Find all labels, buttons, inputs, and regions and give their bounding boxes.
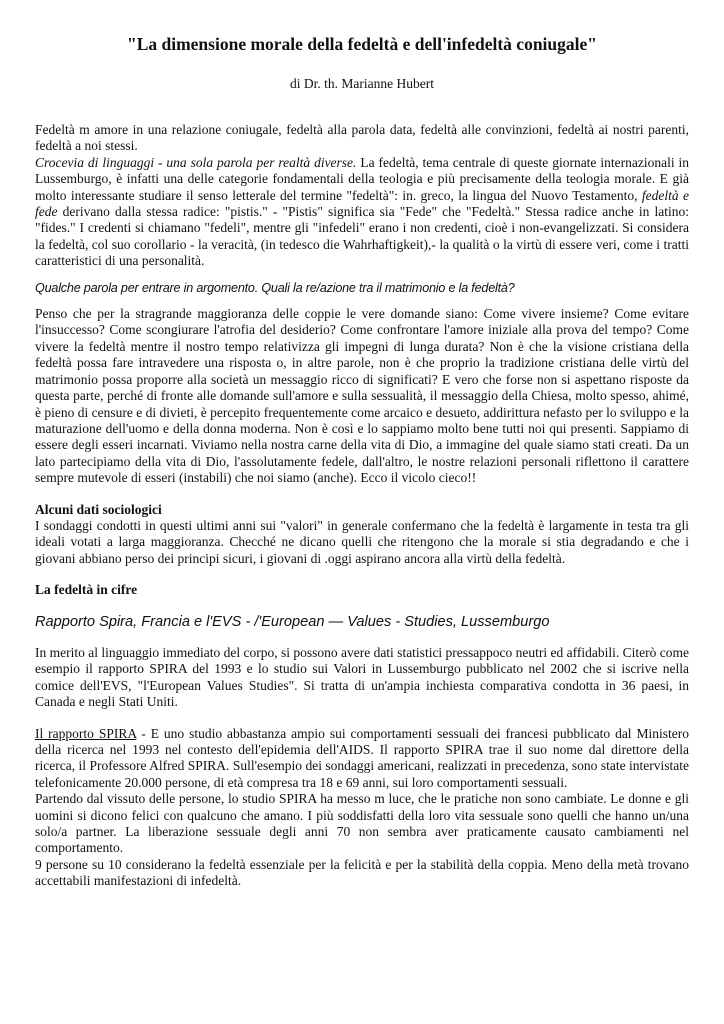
cifre-paragraph-3: Partendo dal vissuto delle persone, lo studio SPIRA ha messo m luce, che le pratiche non sono cambiate. Le donne e gli uomini si dicono felici con qualcuno che amano. I più soddisfatti della loro vita sessuale sono quelli che hanno un/una solo/a partner. La liberazione sessuale degli anni 70 non sembra aver praticamente causato cambiamenti nel comportamento. [35,791,689,856]
intro-italic-lead: Crocevia di linguaggi - una sola parola per realtà diverse. [35,154,357,170]
section-heading-dati: Alcuni dati sociologici [35,501,162,517]
intro-paragraph-2 [35,155,689,270]
document-title: "La dimensione morale della fedeltà e dell'infedeltà coniugale" [126,34,597,54]
intro-italic-phrase: fedeltà e fede [35,187,689,220]
section-dati-text: I sondaggi condotti in questi ultimi anni sui "valori" in generale confermano che la fedeltà è largamente in testa tra gli ideali votati a larga maggioranza. Checché ne dicano quelli che ritengono che la morale si stia degradando e che i giovani abbiano perso dei principi sicuri, i giovani di .oggi aspirano ancora alla virtù della fedeltà. [35,517,689,566]
section-subheading-spira: Rapporto Spira, Francia e l'EVS - /'European — Values - Studies, Lussemburgo [35,613,550,630]
cifre-paragraph-2 [35,726,689,792]
intro-text-b: derivano dalla stessa radice: "pistis." - "Pistis" significa sia "Fede" che "Fedeltà." Stessa radice anche in latino: "fides." I credenti si chiamano "fedeli", mentre gli "infedeli" erano i non credenti, cioè i non-evangelizzati. Si considera la fedeltà, col suo corollario - la veracità, (in tedesco die Wahrhaftigkeit),- la qualità o la virtù di essere veri, come i tratti caratteristici di una personalità. [35,204,689,269]
cifre-paragraph-1: In merito al linguaggio immediato del corpo, si possono avere dati statistici pressappoco neutri ed affidabili. Citerò come esempio il rapporto SPIRA del 1993 e lo studio sui Valori in Lussemburgo pubblicato nel 2002 che si iscrive nella comice dell'EVS, "l'European Values Studies". Si tratta di un'ampia inchiesta comparativa condotta in 36 paesi, in Canada e negli Stati Uniti. [35,644,689,710]
section-heading-cifre: La fedeltà in cifre [35,582,138,598]
section-argomento-text: Penso che per la stragrande maggioranza delle coppie le vere domande siano: Come vivere insieme? Come evitare l'insuccesso? Come scongiurare l'atrofia del desiderio? Come confrontare l'amore iniziale alla prova del tempo? Come vivere la fedeltà mentre il nostro tempo relativizza gli impegni di lunga durata? Non è che la visione cristiana della fedeltà possa fare intravedere una risposta o, in altre parole, non è che proprio la tradizione cristiana delle virtù del matrimonio possa proporre alla società un messaggio ricco di significati? E vero che forse non si aspettano risposte da questa parte, perché di fronte alle domande sull'amore e sulla sessualità, il messaggio della Chiesa, molto spesso, ahimé, è pieno di censure e di divieti, è percepito frequentemente come arcaico e desueto, addirittura nefasto per lo sviluppo e la maturazione dell'uomo e della donna moderna. Non è così e lo sappiamo molto bene tutti noi qui presenti. Sappiamo di essere degli esseri incarnati. Viviamo nella nostra carne della vita di Dio, a immagine del quale siamo stati creati. Da un lato partecipiamo della vita di Dio, l'assolutamente fedele, dall'altro, le nostre relazioni personali riflettono il carattere sempre mutevole di esseri (instabili) che noi siamo (anche). Ecco il vicolo cieco!! [35,306,689,486]
intro-text-a: La fedeltà, tema centrale di queste giornate internazionali in Lussemburgo, è infatti una delle categorie fondamentali della teologia e più precisamente della teologia morale. E già molto interessante studiare il senso letterale del termine "fedeltà": in. greco, la lingua del Nuovo Testamento, [35,154,689,203]
document-body [35,122,689,890]
document-author: di Dr. th. Marianne Hubert [290,76,434,91]
cifre-paragraph-2-text: - E uno studio abbastanza ampio sui comportamenti sessuali dei francesi pubblicato dal Ministero della ricerca nel 1993 nel contesto dell'epidemia dell'AIDS. Il rapporto SPIRA trae il suo nome dal direttore della ricerca, il Professore Alfred SPIRA. Sull'esempio dei sondaggi americani, realizzati in precedenza, sono state intervistate telefonicamente 20.000 persone, di età compresa tra 18 e 69 anni, sui loro comportamenti sessuali. [35,725,689,790]
section-heading-argomento: Qualche parola per entrare in argomento. Quali la re/azione tra il matrimonio e la fedeltà? [35,280,515,295]
cifre-paragraph-4: 9 persone su 10 considerano la fedeltà essenziale per la felicità e per la stabilità della coppia. Meno della metà trovano accettabili manifestazioni di infedeltà. [35,856,689,889]
intro-paragraph-1: Fedeltà m amore in una relazione coniugale, fedeltà alla parola data, fedeltà alle convinzioni, fedeltà ai nostri parenti, fedeltà a noi stessi. [35,122,689,154]
spira-report-label: Il rapporto SPIRA [35,725,137,741]
